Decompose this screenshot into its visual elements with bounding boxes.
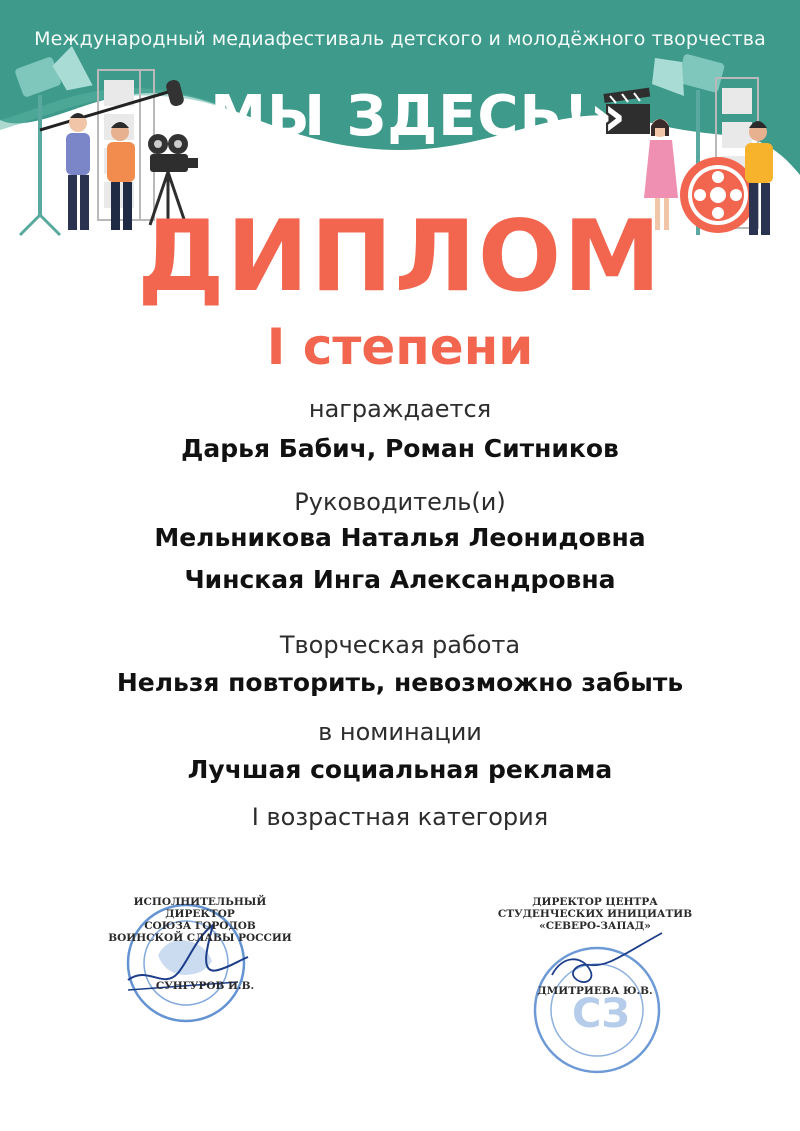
awarded-label: награждается	[308, 395, 492, 423]
signatory-1-title-line: ВОИНСКОЙ СЛАВЫ РОССИИ	[108, 932, 292, 944]
signatory-2-name: ДМИТРИЕВА Ю.В.	[537, 985, 653, 997]
signatory-1-name: СУНГУРОВ И.В.	[155, 980, 255, 992]
signatory-1-title	[100, 896, 300, 944]
signatory-2-title-line: ДИРЕКТОР ЦЕНТРА	[532, 896, 658, 908]
nomination-label: в номинации	[318, 718, 482, 746]
diploma-title: ДИПЛОМ	[137, 200, 663, 314]
signatory-2-title	[495, 896, 695, 932]
svg-text:СЗ: СЗ	[572, 991, 630, 1037]
festival-subtitle: Международный медиафестиваль детского и молодёжного творчества	[34, 28, 766, 50]
signatory-2-title-line: «СЕВЕРО-ЗАПАД»	[539, 920, 651, 932]
signatory-1-title-line: СОЮЗА ГОРОДОВ	[144, 920, 256, 932]
work-label: Творческая работа	[279, 631, 521, 659]
supervisor-name: Мельникова Наталья Леонидовна	[154, 523, 646, 552]
recipients: Дарья Бабич, Роман Ситников	[181, 434, 619, 463]
signatory-2-title-line: СТУДЕНЧЕСКИХ ИНИЦИАТИВ	[497, 908, 693, 920]
signatory-1-title-line: ИСПОЛНИТЕЛЬНЫЙ ДИРЕКТОР	[133, 896, 267, 920]
festival-title: «МЫ ЗДЕСЬ!»	[173, 84, 627, 149]
diploma-degree: I степени	[266, 318, 534, 376]
supervisors-label: Руководитель(и)	[294, 488, 506, 516]
supervisor-name: Чинская Инга Александровна	[184, 565, 616, 594]
work-title: Нельзя повторить, невозможно забыть	[116, 668, 684, 697]
nomination-title: Лучшая социальная реклама	[187, 755, 613, 784]
age-category: I возрастная категория	[251, 803, 549, 831]
